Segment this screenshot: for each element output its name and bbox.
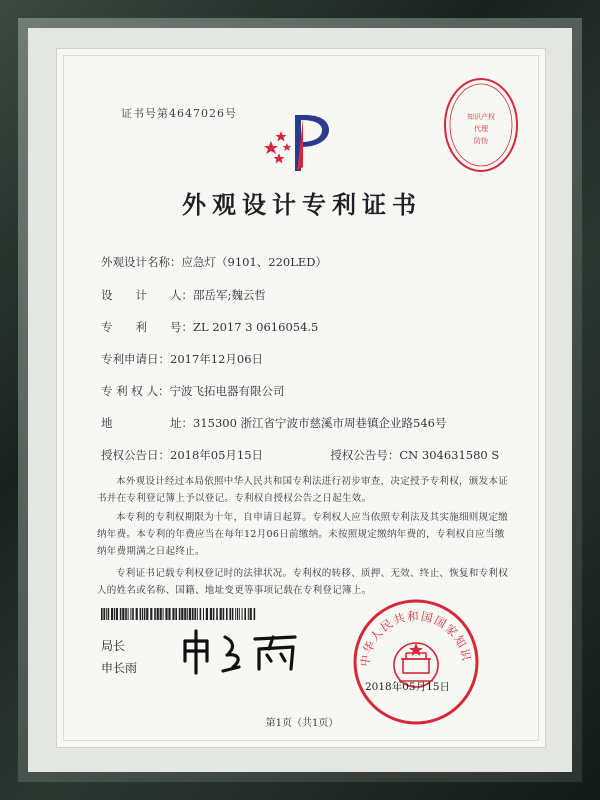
barcode-bar xyxy=(229,608,231,620)
barcode-bar xyxy=(125,608,127,620)
field-patent-number xyxy=(101,319,318,335)
barcode-bar xyxy=(136,608,138,620)
barcode-bar xyxy=(254,608,256,620)
field-grant xyxy=(101,447,499,463)
barcode-bar xyxy=(140,608,142,620)
barcode-bar xyxy=(189,608,191,620)
field-value: 315300 浙江省宁波市慈溪市周巷镇企业路546号 xyxy=(193,416,447,430)
field-label: 设 计 人： xyxy=(101,288,193,302)
barcode-bar xyxy=(239,608,240,620)
barcode-bar xyxy=(165,608,167,620)
svg-text:防伪: 防伪 xyxy=(474,137,488,145)
barcode-bar xyxy=(150,608,152,620)
barcode-bar xyxy=(130,608,131,620)
barcode-bar xyxy=(172,608,174,620)
grant-date-label: 授权公告日： xyxy=(101,448,170,462)
barcode-bar xyxy=(106,608,107,620)
barcode-bar xyxy=(168,608,170,620)
barcode-bar xyxy=(203,608,204,620)
paragraph-2: 本专利的专利权期限为十年，自申请日起算。专利权人应当依照专利法及其实施细则规定缴纳年费。本专利的年费应当在每年12月06日前缴纳。未按照规定缴纳年费的，专利权自应当缴纳年费期满之日起终止。 xyxy=(97,512,509,557)
field-designer xyxy=(101,287,266,303)
barcode-bar xyxy=(200,608,202,620)
grant-number: CN 304631580 S xyxy=(399,448,500,462)
barcode-bar xyxy=(248,608,249,620)
barcode-bar xyxy=(146,608,148,620)
barcode-bar xyxy=(157,608,159,620)
barcode-bar xyxy=(132,608,134,620)
barcode-bar xyxy=(122,608,124,620)
paragraph-1: 本外观设计经过本局依照中华人民共和国专利法进行初步审查，决定授予专利权，颁发本证书并在专利登记簿上予以登记。专利权自授权公告之日起生效。 xyxy=(97,476,509,504)
barcode-bar xyxy=(223,608,225,620)
seal-date: 2018年05月15日 xyxy=(365,681,450,693)
barcode-bar xyxy=(237,608,238,620)
field-value: 应急灯（9101、220LED） xyxy=(181,255,327,269)
barcode-bar xyxy=(187,608,188,620)
barcode-bar xyxy=(232,608,234,620)
barcode-bar xyxy=(114,608,115,620)
barcode-bar xyxy=(226,608,228,620)
barcode-bar xyxy=(216,608,218,620)
barcode-bar xyxy=(197,608,198,620)
barcode-bar xyxy=(210,608,212,620)
barcode-bar xyxy=(242,608,243,620)
field-design-name xyxy=(101,254,327,270)
grant-number-label: 授权公告号： xyxy=(330,448,400,462)
barcode-bar xyxy=(184,608,186,620)
barcode-bar xyxy=(120,608,122,620)
field-value: 2017年12月06日 xyxy=(170,352,264,366)
barcode-bar xyxy=(250,608,252,620)
svg-text:中华人民共和国国家知识产权局 xyxy=(351,597,474,667)
patent-office-logo-icon xyxy=(257,111,347,177)
signatory-name: 申长雨 xyxy=(101,661,138,675)
field-label: 地 址： xyxy=(101,416,193,430)
field-address xyxy=(101,415,447,431)
barcode-bar xyxy=(160,608,162,620)
svg-text:代理: 代理 xyxy=(474,125,488,133)
signatory-title: 局长 xyxy=(101,639,126,653)
barcode-bar xyxy=(108,608,110,620)
barcode-bar xyxy=(175,608,177,620)
barcode-bar xyxy=(116,608,118,620)
barcode-bar xyxy=(128,608,129,620)
field-value: 宁波飞拓电器有限公司 xyxy=(169,384,285,398)
barcode-bar xyxy=(220,608,222,620)
field-patentee xyxy=(101,383,284,399)
barcode-bar xyxy=(213,608,215,620)
paragraph-3: 专利证书记载专利权登记时的法律状况。专利权的转移、质押、无效、终止、恢复和专利权人的姓名或名称、国籍、地址变更等事项记载在专利登记簿上。 xyxy=(97,568,509,596)
svg-text:知识产权: 知识产权 xyxy=(467,113,495,121)
certificate-paper xyxy=(56,48,546,748)
field-value: 邵岳军;魏云哲 xyxy=(193,288,266,302)
anti-counterfeit-stamp xyxy=(441,75,521,175)
seal-text: 中华人民共和国国家知识 xyxy=(357,608,474,668)
handwritten-signature xyxy=(177,627,317,677)
field-label: 专 利 权 人： xyxy=(101,384,170,398)
certificate-title: 外观设计专利证书 xyxy=(182,190,422,219)
barcode-bar xyxy=(179,608,181,620)
barcode xyxy=(101,605,259,617)
barcode-bar xyxy=(144,608,146,620)
field-label: 专 利 号： xyxy=(101,320,193,334)
barcode-bar xyxy=(111,608,113,620)
barcode-bar xyxy=(206,608,208,620)
page-indicator: 第1页（共1页） xyxy=(265,718,339,729)
barcode-bar xyxy=(101,608,103,620)
grant-date: 2018年05月15日 xyxy=(170,448,264,462)
barcode-bar xyxy=(244,608,246,620)
field-label: 外观设计名称： xyxy=(101,255,182,269)
field-application-date xyxy=(101,351,263,367)
barcode-bar xyxy=(181,608,183,620)
barcode-bar xyxy=(154,608,156,620)
certificate-number: 证书号第4647026号 xyxy=(121,107,237,120)
barcode-bar xyxy=(194,608,196,620)
barcode-bar xyxy=(142,608,143,620)
barcode-bar xyxy=(103,608,105,620)
field-label: 专利申请日： xyxy=(101,352,170,366)
barcode-bar xyxy=(192,608,194,620)
barcode-bar xyxy=(235,608,236,620)
field-value: ZL 2017 3 0616054.5 xyxy=(193,320,319,334)
barcode-bar xyxy=(163,608,164,620)
official-seal xyxy=(351,597,481,727)
